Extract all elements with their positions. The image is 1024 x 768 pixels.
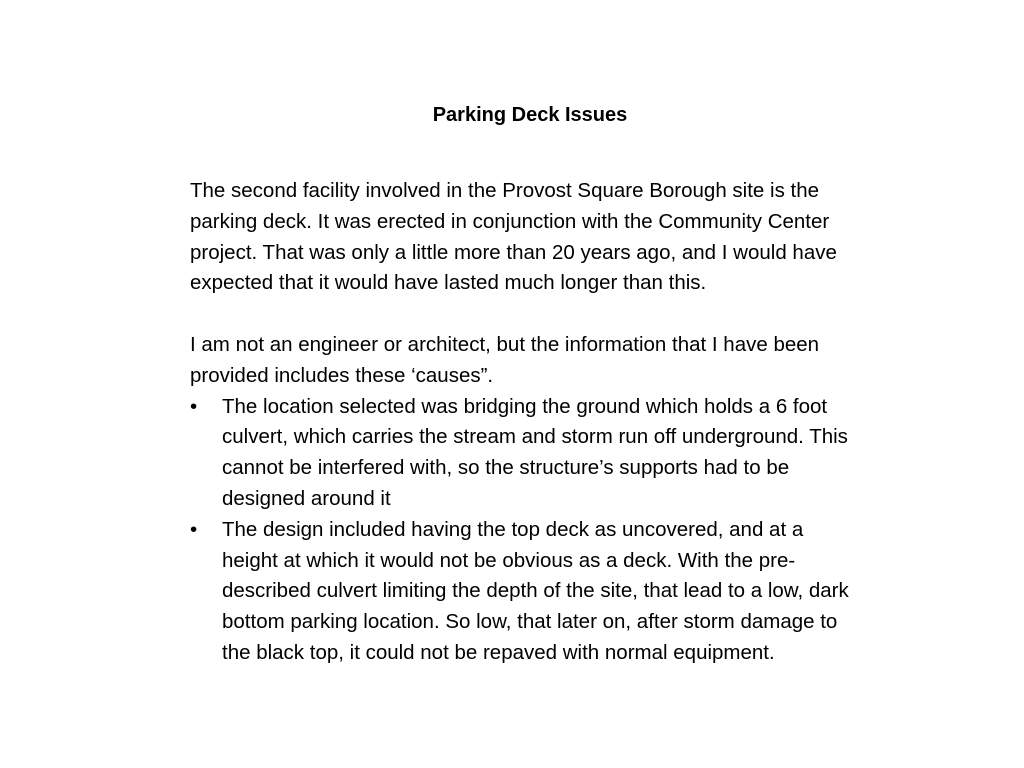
paragraph-spacer <box>190 299 860 330</box>
list-item <box>190 392 860 515</box>
list-item-text: The design included having the top deck as uncovered, and at a height at which it would not be obvious as a deck. With the pre-described culvert limiting the depth of the site, that lead to a low, dark bottom parking location. So low, that later on, after storm damage to the black top, it could not be repaved with normal equipment. <box>222 517 849 664</box>
paragraph-intro: The second facility involved in the Provost Square Borough site is the parking deck. It was erected in conjunction with the Community Center project. That was only a little more than 20 years ago, and I would have expected that it would have lasted much longer than this. <box>190 179 837 295</box>
bullet-icon: • <box>190 517 198 541</box>
list-item-text: The location selected was bridging the ground which holds a 6 foot culvert, which carries the stream and storm run off underground. This cannot be interfered with, so the structure’s supports had to be designed around it <box>222 394 848 510</box>
bullet-icon: • <box>190 394 198 418</box>
list-item <box>190 515 860 669</box>
slide-body <box>190 176 860 669</box>
paragraph-causes: I am not an engineer or architect, but the information that I have been provided includes these ‘causes”. <box>190 332 820 387</box>
causes-list <box>190 392 860 669</box>
slide-title: Parking Deck Issues <box>432 104 628 126</box>
